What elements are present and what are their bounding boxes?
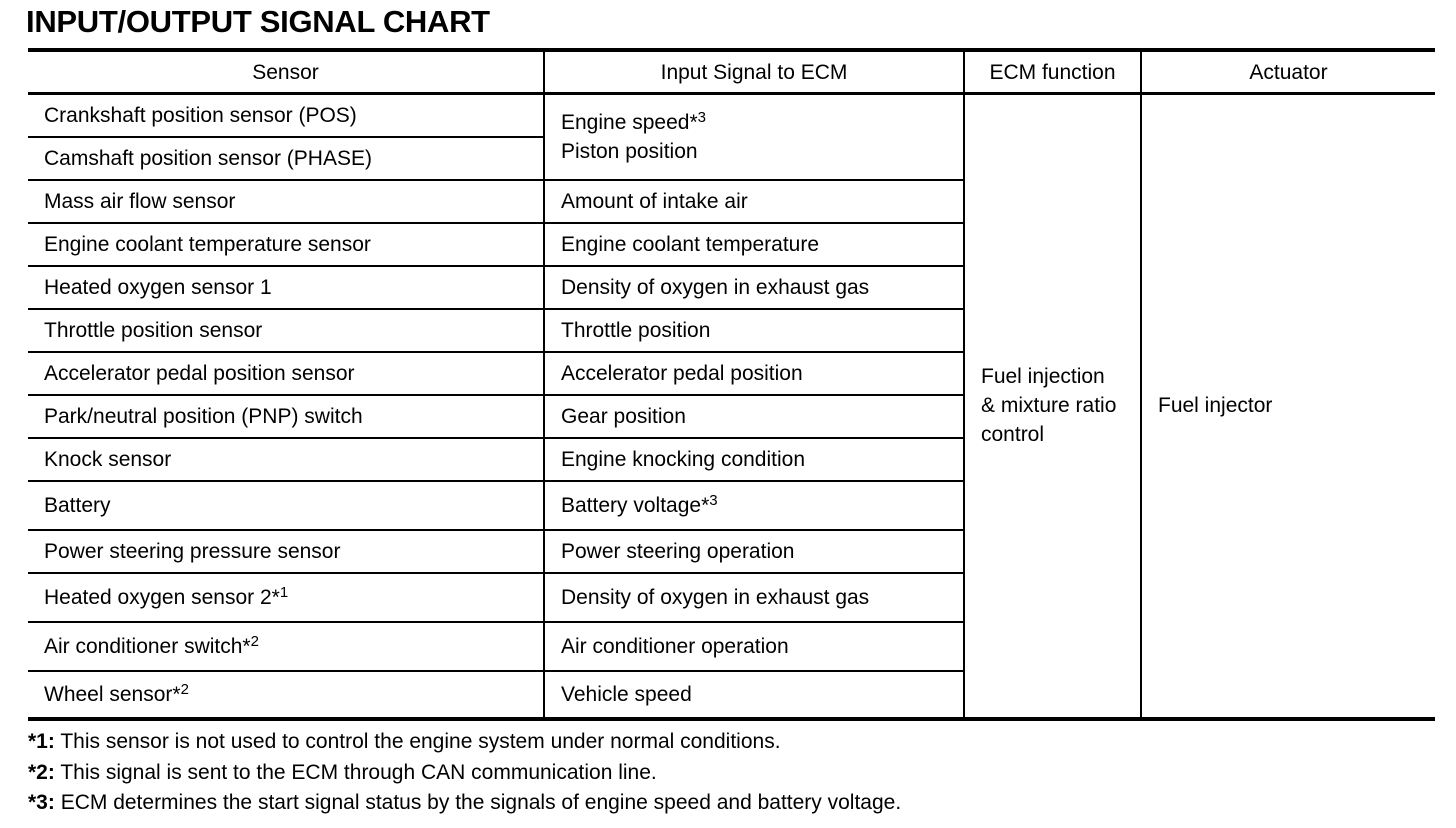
sensor-cell: Heated oxygen sensor 2*$^1$ [28, 573, 544, 622]
sensor-cell: Accelerator pedal position sensor [28, 352, 544, 395]
input-cell: Vehicle speed [544, 671, 964, 719]
footnote: *1: This sensor is not used to control the engine system under normal conditions. [28, 730, 781, 753]
table-row [28, 94, 1435, 137]
input-cell: Power steering operation [544, 530, 964, 573]
sensor-cell: Power steering pressure sensor [28, 530, 544, 573]
ecm-function-cell: Fuel injection & mixture ratio control [964, 94, 1141, 719]
input-cell-merged [544, 94, 964, 180]
header-sensor: Sensor [28, 50, 544, 94]
signal-chart-table [28, 48, 1435, 721]
input-cell: Engine coolant temperature [544, 223, 964, 266]
sensor-cell: Heated oxygen sensor 1 [28, 266, 544, 309]
footnote: *3: ECM determines the start signal status by the signals of engine speed and battery voltage. [28, 791, 902, 814]
sensor-cell: Battery [28, 481, 544, 530]
header-row [28, 50, 1435, 94]
input-line: Piston position [561, 139, 698, 163]
header-input-signal: Input Signal to ECM [544, 50, 964, 94]
footnotes [28, 727, 901, 819]
sensor-cell: Park/neutral position (PNP) switch [28, 395, 544, 438]
input-cell: Gear position [544, 395, 964, 438]
input-cell: Amount of intake air [544, 180, 964, 223]
sensor-cell: Wheel sensor*$^2$ [28, 671, 544, 719]
sensor-cell: Camshaft position sensor (PHASE) [28, 137, 544, 180]
sensor-cell: Knock sensor [28, 438, 544, 481]
input-cell: Engine knocking condition [544, 438, 964, 481]
sensor-cell: Crankshaft position sensor (POS) [28, 94, 544, 137]
input-cell: Air conditioner operation [544, 622, 964, 671]
actuator-cell: Fuel injector [1141, 94, 1435, 719]
sensor-cell: Engine coolant temperature sensor [28, 223, 544, 266]
input-cell: Accelerator pedal position [544, 352, 964, 395]
input-cell: Density of oxygen in exhaust gas [544, 266, 964, 309]
sensor-cell: Air conditioner switch*$^2$ [28, 622, 544, 671]
sensor-cell: Throttle position sensor [28, 309, 544, 352]
page-title: INPUT/OUTPUT SIGNAL CHART [26, 4, 490, 39]
header-ecm-function: ECM function [964, 50, 1141, 94]
input-cell: Density of oxygen in exhaust gas [544, 573, 964, 622]
sensor-cell: Mass air flow sensor [28, 180, 544, 223]
footnote: *2: This signal is sent to the ECM through CAN communication line. [28, 760, 657, 784]
input-line: Engine speed*$^3$ [561, 108, 706, 134]
input-cell: Throttle position [544, 309, 964, 352]
input-cell: Battery voltage*$^3$ [544, 481, 964, 530]
header-actuator: Actuator [1141, 50, 1435, 94]
